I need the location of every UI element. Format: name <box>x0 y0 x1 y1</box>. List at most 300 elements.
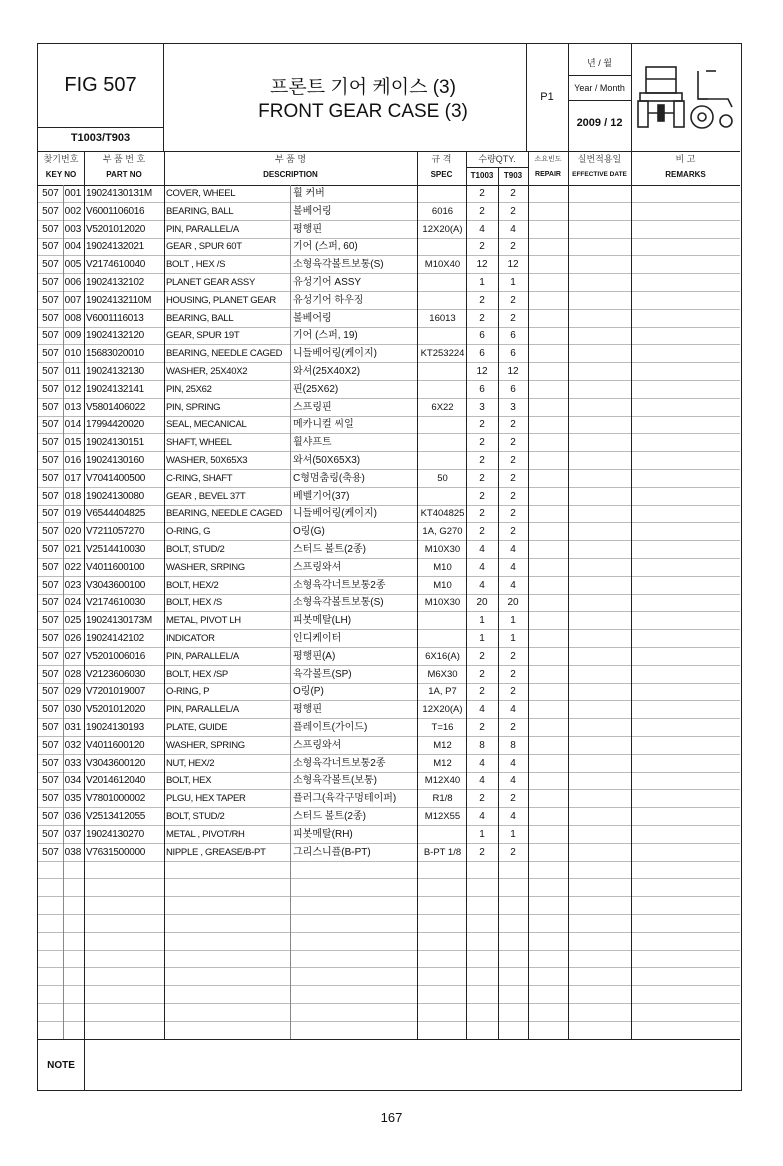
key-no-cell: 008 <box>64 312 82 324</box>
qty-t903-cell: 2 <box>510 722 516 733</box>
grid-line <box>164 151 165 1039</box>
part-no-cell: 17994420020 <box>86 419 144 431</box>
description-cell: GEAR , SPUR 60T <box>166 241 242 253</box>
fig-cell: 507 <box>42 579 59 591</box>
qty-t903-cell: 2 <box>510 419 516 431</box>
table-row <box>38 772 740 790</box>
description-cell: PIN, PARALLEL/A <box>166 223 239 235</box>
qty-t1003-cell: 6 <box>479 348 485 360</box>
part-no-cell: V4011600100 <box>86 561 145 573</box>
table-row <box>38 185 740 203</box>
qty-t903-cell: 4 <box>510 811 516 822</box>
part-no-cell: 19024130270 <box>86 828 144 840</box>
spec-cell <box>419 416 466 433</box>
grid-line <box>290 185 291 1039</box>
page-number: 167 <box>380 1110 403 1125</box>
table-row <box>38 594 740 612</box>
fig-cell: 507 <box>42 739 59 751</box>
table-row <box>38 790 740 808</box>
key-no-cell: 003 <box>64 223 82 235</box>
table-row <box>38 844 740 862</box>
part-no-cell: 19024132120 <box>86 330 144 342</box>
description-ko-cell: 핀(25X62) <box>293 383 339 395</box>
description-ko-cell: O링(P) <box>293 686 324 698</box>
part-no-cell: 19024130173M <box>86 615 152 627</box>
qty-t903-cell: 4 <box>510 704 516 716</box>
fig-cell: 507 <box>42 490 59 502</box>
spec-cell: M12X40 <box>424 775 461 787</box>
table-row <box>38 345 740 363</box>
key-no-cell: 013 <box>64 401 82 413</box>
spec-cell: M10 <box>433 561 452 573</box>
qty-t1003-cell: 20 <box>476 597 488 609</box>
table-row <box>38 1004 740 1022</box>
effective-date-header-ko: 실번적용일 <box>577 154 622 164</box>
key-no-header-ko: 찾기번호 <box>43 154 79 164</box>
part-no-cell: 19024130193 <box>86 722 144 733</box>
part-no-cell: V2123606030 <box>86 668 145 680</box>
description-ko-cell: 스터드 볼트(2종) <box>293 544 366 555</box>
spec-cell: 6016 <box>431 205 454 217</box>
fig-cell: 507 <box>42 597 59 609</box>
spec-cell: 6X22 <box>431 401 454 413</box>
repair-header: REPAIR <box>535 171 561 178</box>
table-row <box>38 933 740 951</box>
description-cell: HOUSING, PLANET GEAR <box>166 294 276 306</box>
description-ko-cell: 피봇메탈(LH) <box>293 615 352 627</box>
grid-line <box>568 151 569 1039</box>
description-ko-cell: C형멈춤링(축용) <box>293 472 365 484</box>
table-row <box>38 612 740 630</box>
table-row <box>38 1022 740 1040</box>
table-row <box>38 666 740 684</box>
fig-cell: 507 <box>42 294 59 306</box>
key-no-cell: 037 <box>64 828 82 840</box>
description-ko-cell: 소형육각너트보통2종 <box>293 579 386 591</box>
description-cell: BOLT, HEX <box>166 775 212 787</box>
title-english: FRONT GEAR CASE (3) <box>258 101 468 122</box>
spec-cell: M12X55 <box>424 811 461 822</box>
qty-t1003-cell: 2 <box>479 205 485 217</box>
qty-t903-header: T903 <box>503 171 523 180</box>
description-ko-cell: 유성기어 하우징 <box>293 294 364 306</box>
qty-t1003-cell: 2 <box>479 437 485 449</box>
qty-t903-cell: 12 <box>507 259 519 271</box>
spec-cell <box>419 185 466 202</box>
description-cell: PIN, 25X62 <box>166 383 212 395</box>
description-ko-cell: 와셔(50X65X3) <box>293 455 361 466</box>
description-cell: METAL, PIVOT LH <box>166 615 241 627</box>
spec-cell <box>419 327 466 344</box>
qty-t903-cell: 1 <box>510 633 516 644</box>
description-ko-cell: 피봇메탈(RH) <box>293 828 353 840</box>
header-divider <box>38 127 163 128</box>
part-no-cell: V3043600100 <box>86 579 145 591</box>
fig-cell: 507 <box>42 205 59 217</box>
fig-cell: 507 <box>42 277 59 288</box>
spec-cell: M6X30 <box>427 668 458 680</box>
qty-t1003-cell: 1 <box>479 828 485 840</box>
spec-cell: KT253224 <box>420 348 465 360</box>
qty-t903-cell: 2 <box>510 312 516 324</box>
repair-header-ko: 소요빈도 <box>534 156 562 163</box>
spec-header-ko: 규 격 <box>431 154 452 164</box>
qty-t903-cell: 4 <box>510 579 516 591</box>
key-no-cell: 036 <box>64 811 82 822</box>
qty-t1003-cell: 2 <box>479 846 485 858</box>
part-no-cell: 19024132141 <box>86 383 144 395</box>
tractor-icon <box>636 61 736 135</box>
part-no-cell: V7801000002 <box>86 793 145 805</box>
part-no-header: PART NO <box>106 170 142 179</box>
year-month-value: 2009 / 12 <box>576 117 623 129</box>
qty-t1003-cell: 2 <box>479 241 485 253</box>
table-row <box>38 897 740 915</box>
fig-cell: 507 <box>42 472 59 484</box>
fig-cell: 507 <box>42 437 59 449</box>
header-divider <box>569 75 631 76</box>
qty-t1003-cell: 2 <box>479 508 485 520</box>
part-no-cell: V7041400500 <box>86 472 145 484</box>
spec-cell: 1A, G270 <box>422 526 463 538</box>
year-month-label-ko: 년 / 월 <box>587 58 612 68</box>
description-cell: C-RING, SHAFT <box>166 472 233 484</box>
part-no-cell: V6001106016 <box>86 205 145 217</box>
key-no-cell: 023 <box>64 579 82 591</box>
key-no-cell: 033 <box>64 757 82 769</box>
description-ko-cell: 평행핀(A) <box>293 650 336 662</box>
year-month-label-en: Year / Month <box>574 83 625 93</box>
fig-cell: 507 <box>42 312 59 324</box>
description-cell: PLANET GEAR ASSY <box>166 277 256 288</box>
fig-cell: 507 <box>42 775 59 787</box>
description-cell: WASHER, SPRING <box>166 739 245 751</box>
spec-cell: 6X16(A) <box>425 650 460 662</box>
key-no-cell: 022 <box>64 561 82 573</box>
qty-t903-cell: 8 <box>510 739 516 751</box>
qty-t1003-cell: 6 <box>479 330 485 342</box>
part-no-cell: 19024132110M <box>86 294 152 306</box>
table-row <box>38 701 740 719</box>
fig-cell: 507 <box>42 686 59 698</box>
fig-cell: 507 <box>42 259 59 271</box>
description-ko-cell: 볼베어링 <box>293 205 332 217</box>
description-cell: BEARING, NEEDLE CAGED <box>166 508 283 520</box>
qty-t903-cell: 2 <box>510 455 516 466</box>
table-row <box>38 968 740 986</box>
spec-cell <box>419 488 466 505</box>
qty-t1003-cell: 1 <box>479 633 485 644</box>
qty-t903-cell: 2 <box>510 793 516 805</box>
fig-cell: 507 <box>42 401 59 413</box>
qty-t1003-cell: 2 <box>479 686 485 698</box>
key-no-cell: 020 <box>64 526 82 538</box>
table-row <box>38 755 740 773</box>
key-no-cell: 027 <box>64 650 82 662</box>
table-row <box>38 381 740 399</box>
qty-t1003-cell: 2 <box>479 668 485 680</box>
fig-cell: 507 <box>42 757 59 769</box>
part-no-cell: 19024130160 <box>86 455 144 466</box>
key-no-cell: 018 <box>64 490 82 502</box>
description-cell: PIN, SPRING <box>166 401 221 413</box>
key-no-cell: 009 <box>64 330 82 342</box>
table-row <box>38 310 740 328</box>
key-no-cell: 035 <box>64 793 82 805</box>
qty-t903-cell: 6 <box>510 330 516 342</box>
fig-cell: 507 <box>42 526 59 538</box>
description-ko-cell: 소형육각볼트보통(S) <box>293 597 384 609</box>
description-ko-cell: 그리스니플(B-PT) <box>293 846 371 858</box>
qty-t1003-cell: 2 <box>479 650 485 662</box>
part-no-cell: V5201012020 <box>86 223 145 235</box>
table-row <box>38 861 740 879</box>
table-row <box>38 452 740 470</box>
fig-cell: 507 <box>42 793 59 805</box>
qty-t903-cell: 2 <box>510 205 516 217</box>
description-cell: WASHER, 25X40X2 <box>166 366 248 377</box>
table-row <box>38 986 740 1004</box>
grid-line <box>63 185 64 1039</box>
description-ko-cell: 육각볼트(SP) <box>293 668 352 680</box>
key-no-cell: 015 <box>64 437 82 449</box>
qty-t903-cell: 1 <box>510 277 516 288</box>
key-no-cell: 031 <box>64 722 82 733</box>
qty-t1003-cell: 4 <box>479 811 485 822</box>
description-ko-cell: 스프링와셔 <box>293 739 342 751</box>
qty-t1003-cell: 4 <box>479 223 485 235</box>
qty-t903-cell: 1 <box>510 615 516 627</box>
qty-t1003-cell: 4 <box>479 757 485 769</box>
fig-cell: 507 <box>42 668 59 680</box>
spec-cell: M12 <box>433 739 452 751</box>
part-no-cell: 19024142102 <box>86 633 144 644</box>
fig-cell: 507 <box>42 704 59 716</box>
qty-t1003-cell: 2 <box>479 419 485 431</box>
spec-cell <box>419 630 466 647</box>
key-no-cell: 006 <box>64 277 82 288</box>
fig-cell: 507 <box>42 330 59 342</box>
key-no-cell: 005 <box>64 259 82 271</box>
description-ko-cell: 니들베어링(케이지) <box>293 348 377 360</box>
description-cell: GEAR, SPUR 19T <box>166 330 240 342</box>
part-no-cell: V5201012020 <box>86 704 145 716</box>
qty-t1003-cell: 2 <box>479 490 485 502</box>
description-ko-cell: 스프링핀 <box>293 401 332 413</box>
fig-cell: 507 <box>42 223 59 235</box>
qty-t1003-cell: 4 <box>479 561 485 573</box>
table-row <box>38 630 740 648</box>
key-no-cell: 028 <box>64 668 82 680</box>
spec-cell <box>419 434 466 451</box>
key-no-cell: 024 <box>64 597 82 609</box>
grid-line <box>417 151 418 1039</box>
parts-sheet <box>37 43 742 1091</box>
key-no-header: KEY NO <box>45 170 77 179</box>
part-no-header-ko: 부 품 번 호 <box>102 154 146 164</box>
key-no-cell: 034 <box>64 775 82 787</box>
key-no-cell: 026 <box>64 633 82 644</box>
spec-cell: M10X40 <box>424 259 461 271</box>
qty-t1003-cell: 12 <box>476 259 488 271</box>
part-no-cell: V2514410030 <box>86 544 145 555</box>
description-ko-cell: 소형육각볼트보통(S) <box>293 259 384 271</box>
qty-t903-cell: 4 <box>510 775 516 787</box>
fig-cell: 507 <box>42 419 59 431</box>
table-row <box>38 879 740 897</box>
part-no-cell: V2174610040 <box>86 259 145 271</box>
title-korean: 프론트 기어 케이스 (3) <box>270 77 456 98</box>
qty-t903-cell: 2 <box>510 188 516 199</box>
table-row <box>38 648 740 666</box>
key-no-cell: 001 <box>64 188 82 199</box>
spec-cell <box>419 292 466 309</box>
part-no-cell: V6544404825 <box>86 508 145 520</box>
part-no-cell: 19024132130 <box>86 366 144 377</box>
description-ko-cell: 유성기어 ASSY <box>293 277 362 288</box>
fig-cell: 507 <box>42 188 59 199</box>
key-no-cell: 025 <box>64 615 82 627</box>
description-ko-cell: 메카니컬 씨일 <box>293 419 354 431</box>
table-row <box>38 238 740 256</box>
fig-cell: 507 <box>42 544 59 555</box>
part-no-cell: 19024130080 <box>86 490 144 502</box>
description-cell: INDICATOR <box>166 633 215 644</box>
qty-t1003-cell: 2 <box>479 455 485 466</box>
qty-t1003-cell: 1 <box>479 277 485 288</box>
spec-header: SPEC <box>430 170 453 179</box>
grid-line <box>631 151 632 1039</box>
description-cell: O-RING, P <box>166 686 210 698</box>
key-no-cell: 032 <box>64 739 82 751</box>
part-no-cell: 19024132102 <box>86 277 144 288</box>
part-no-cell: V7631500000 <box>86 846 145 858</box>
qty-t903-cell: 4 <box>510 561 516 573</box>
remarks-header-ko: 비 고 <box>675 154 696 164</box>
table-row <box>38 808 740 826</box>
qty-t903-cell: 2 <box>510 650 516 662</box>
qty-t1003-cell: 2 <box>479 793 485 805</box>
description-cell: BOLT, HEX /S <box>166 597 222 609</box>
fig-cell: 507 <box>42 561 59 573</box>
qty-t1003-cell: 4 <box>479 544 485 555</box>
fig-cell: 507 <box>42 366 59 377</box>
qty-header: 수량QTY. <box>478 154 516 164</box>
part-no-cell: V2174610030 <box>86 597 145 609</box>
qty-t903-cell: 4 <box>510 757 516 769</box>
key-no-cell: 012 <box>64 383 82 395</box>
part-no-cell: V7201019007 <box>86 686 145 698</box>
spec-cell <box>419 363 466 380</box>
table-row <box>38 221 740 239</box>
spec-cell: M10 <box>433 579 452 591</box>
qty-t1003-cell: 6 <box>479 383 485 395</box>
description-cell: GEAR , BEVEL 37T <box>166 490 246 502</box>
spec-cell <box>419 452 466 469</box>
qty-t1003-cell: 8 <box>479 739 485 751</box>
qty-t903-cell: 2 <box>510 668 516 680</box>
description-cell: METAL , PIVOT/RH <box>166 828 245 840</box>
part-no-cell: V6001116013 <box>86 312 144 324</box>
description-ko-cell: 평행핀 <box>293 704 322 716</box>
fig-cell: 507 <box>42 650 59 662</box>
header-divider <box>631 44 632 151</box>
description-cell: PIN, PARALLEL/A <box>166 704 239 716</box>
qty-t903-cell: 2 <box>510 490 516 502</box>
grid-line <box>466 151 467 1039</box>
fig-cell: 507 <box>42 508 59 520</box>
table-row <box>38 363 740 381</box>
spec-cell: B-PT 1/8 <box>423 846 462 858</box>
spec-cell: 1A, P7 <box>428 686 457 698</box>
description-ko-cell: 볼베어링 <box>293 312 332 324</box>
fig-cell: 507 <box>42 455 59 466</box>
description-cell: NIPPLE , GREASE/B-PT <box>166 846 266 858</box>
table-row <box>38 470 740 488</box>
table-row <box>38 683 740 701</box>
description-cell: PIN, PARALLEL/A <box>166 650 239 662</box>
key-no-cell: 007 <box>64 294 82 306</box>
table-row <box>38 292 740 310</box>
spec-cell: 12X20(A) <box>422 223 463 235</box>
qty-t1003-cell: 1 <box>479 615 485 627</box>
qty-t1003-cell: 2 <box>479 294 485 306</box>
table-row <box>38 541 740 559</box>
qty-t903-cell: 2 <box>510 294 516 306</box>
spec-cell: T=16 <box>431 722 454 733</box>
table-row <box>38 577 740 595</box>
key-no-cell: 029 <box>64 686 82 698</box>
description-ko-cell: 와셔(25X40X2) <box>293 366 361 377</box>
qty-t903-cell: 2 <box>510 472 516 484</box>
description-cell: BOLT, HEX /SP <box>166 668 228 680</box>
part-no-cell: V4011600120 <box>86 739 145 751</box>
key-no-cell: 004 <box>64 241 82 253</box>
description-header: DESCRIPTION <box>263 170 318 179</box>
description-ko-cell: 소형육각볼트(보통) <box>293 775 377 787</box>
description-ko-cell: 인디케이터 <box>293 633 342 644</box>
part-no-cell: 19024130131M <box>86 188 152 199</box>
description-cell: O-RING, G <box>166 526 211 538</box>
table-row <box>38 434 740 452</box>
description-cell: PLGU, HEX TAPER <box>166 793 246 805</box>
qty-t903-cell: 6 <box>510 348 516 360</box>
qty-t1003-cell: 2 <box>479 722 485 733</box>
table-row <box>38 327 740 345</box>
spec-cell: M12 <box>433 757 452 769</box>
qty-t1003-cell: 3 <box>479 401 485 413</box>
spec-cell: M10X30 <box>424 597 461 609</box>
model-number: T1003/T903 <box>70 132 131 144</box>
key-no-cell: 014 <box>64 419 82 431</box>
key-no-cell: 021 <box>64 544 82 555</box>
table-row <box>38 505 740 523</box>
description-ko-cell: 스프링와셔 <box>293 561 342 573</box>
spec-cell: 50 <box>437 472 448 484</box>
key-no-cell: 019 <box>64 508 82 520</box>
key-no-cell: 010 <box>64 348 82 360</box>
table-row <box>38 523 740 541</box>
header-divider <box>569 100 631 101</box>
fig-cell: 507 <box>42 348 59 360</box>
spec-cell: R1/8 <box>432 793 453 805</box>
key-no-cell: 017 <box>64 472 82 484</box>
qty-t903-cell: 3 <box>510 401 516 413</box>
key-no-cell: 030 <box>64 704 82 716</box>
spec-cell: 12X20(A) <box>422 704 463 716</box>
key-no-cell: 011 <box>65 366 81 377</box>
description-cell: BEARING, NEEDLE CAGED <box>166 348 283 360</box>
